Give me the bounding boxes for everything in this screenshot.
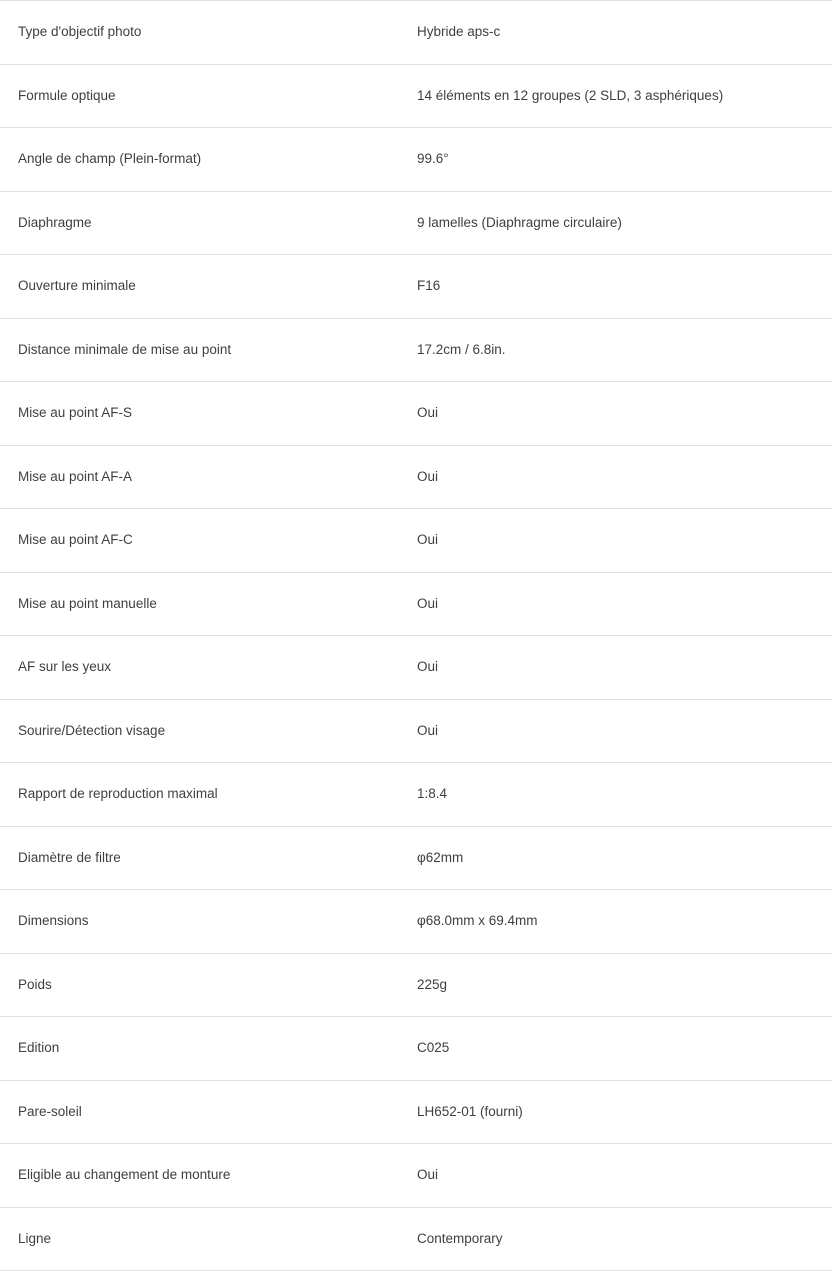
spec-value: Hybride aps-c: [417, 24, 501, 40]
spec-value: 14 éléments en 12 groupes (2 SLD, 3 asphériques): [417, 87, 724, 103]
spec-label: Sourire/Détection visage: [18, 722, 166, 738]
table-row: [0, 128, 832, 192]
spec-label: Ligne: [18, 1230, 52, 1246]
specifications-table-body: [0, 1, 832, 1271]
spec-value: Oui: [417, 595, 439, 611]
spec-value: Oui: [417, 468, 439, 484]
spec-value: 1:8.4: [417, 786, 448, 802]
spec-label: Eligible au changement de monture: [18, 1167, 231, 1183]
spec-value: Oui: [417, 1167, 439, 1183]
spec-label: Dimensions: [18, 913, 89, 929]
spec-label: Edition: [18, 1040, 60, 1056]
spec-value: φ62mm: [417, 849, 464, 865]
spec-label: Diaphragme: [18, 214, 92, 230]
table-row: [0, 509, 832, 573]
spec-value: LH652-01 (fourni): [417, 1103, 523, 1119]
spec-value: φ68.0mm x 69.4mm: [417, 913, 538, 929]
table-row: [0, 191, 832, 255]
table-row: [0, 1, 832, 65]
spec-label: Type d'objectif photo: [18, 24, 142, 40]
spec-value: 99.6°: [417, 151, 449, 167]
spec-label: Mise au point manuelle: [18, 595, 157, 611]
spec-value: F16: [417, 278, 441, 294]
table-row: [0, 1017, 832, 1081]
spec-value: 9 lamelles (Diaphragme circulaire): [417, 214, 622, 230]
spec-label: Diamètre de filtre: [18, 849, 121, 865]
table-row: [0, 636, 832, 700]
table-row: [0, 255, 832, 319]
spec-label: Mise au point AF-S: [18, 405, 133, 421]
table-row: [0, 572, 832, 636]
spec-label: Formule optique: [18, 87, 116, 103]
spec-value: Oui: [417, 659, 439, 675]
table-row: [0, 1144, 832, 1208]
table-row: [0, 699, 832, 763]
spec-value: 225g: [417, 976, 448, 992]
table-row: [0, 382, 832, 446]
spec-label: Distance minimale de mise au point: [18, 341, 232, 357]
spec-label: AF sur les yeux: [18, 659, 112, 675]
spec-label: Ouverture minimale: [18, 278, 136, 294]
table-row: [0, 64, 832, 128]
table-row: [0, 1080, 832, 1144]
spec-value: 17.2cm / 6.8in.: [417, 341, 506, 357]
spec-value: C025: [417, 1040, 450, 1056]
spec-value: Contemporary: [417, 1230, 503, 1246]
table-row: [0, 953, 832, 1017]
spec-label: Mise au point AF-C: [18, 532, 133, 548]
spec-label: Rapport de reproduction maximal: [18, 786, 218, 802]
spec-value: Oui: [417, 722, 439, 738]
spec-label: Poids: [18, 976, 52, 992]
spec-value: Oui: [417, 405, 439, 421]
spec-label: Pare-soleil: [18, 1103, 82, 1119]
table-row: [0, 1207, 832, 1271]
table-row: [0, 763, 832, 827]
spec-label: Mise au point AF-A: [18, 468, 133, 484]
spec-label: Angle de champ (Plein-format): [18, 151, 202, 167]
table-row: [0, 826, 832, 890]
table-row: [0, 890, 832, 954]
table-row: [0, 445, 832, 509]
table-row: [0, 318, 832, 382]
spec-value: Oui: [417, 532, 439, 548]
